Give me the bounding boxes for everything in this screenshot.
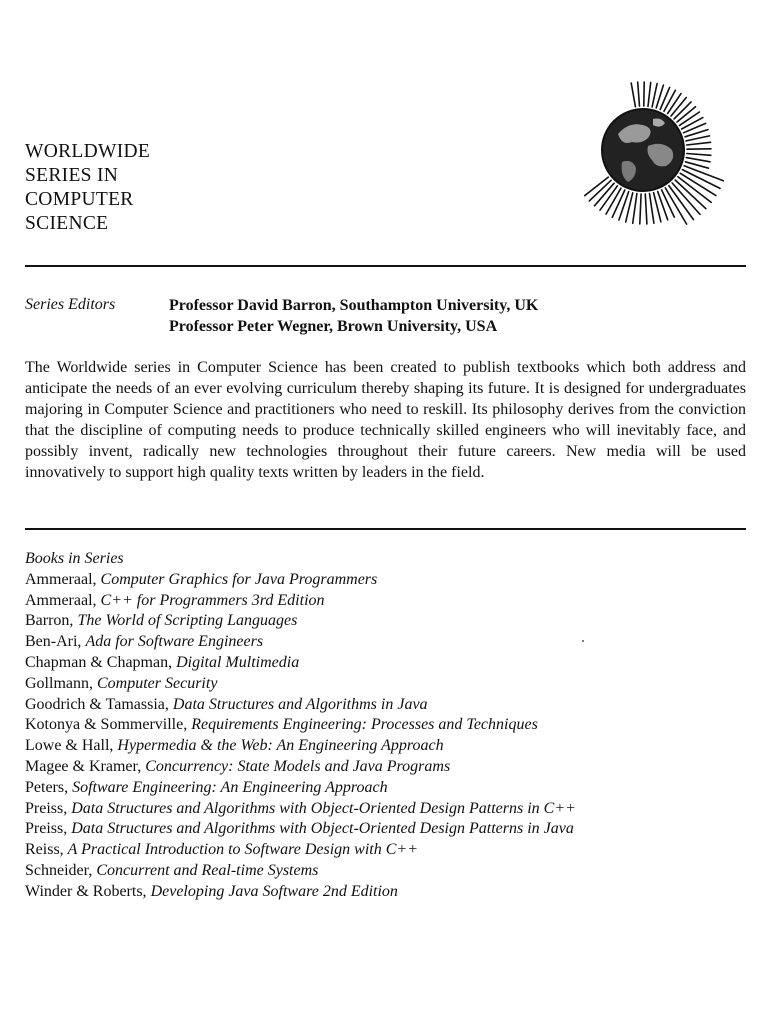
book-item: [25, 570, 576, 591]
book-author: Chapman & Chapman,: [25, 653, 177, 671]
book-title: Developing Java Software 2nd Edition: [150, 882, 398, 900]
book-author: Barron,: [25, 612, 78, 630]
book-item: [25, 591, 576, 612]
book-item: [25, 799, 576, 820]
series-title-line-4: SCIENCE: [25, 213, 109, 234]
book-item: [25, 611, 576, 632]
book-title: Computer Security: [97, 674, 218, 692]
book-author: Preiss,: [25, 799, 72, 817]
globe-ray: [648, 82, 651, 106]
book-title: Requirements Engineering: Processes and Techniques: [191, 716, 538, 734]
book-title: Concurrency: State Models and Java Programs: [145, 757, 451, 775]
book-author: Magee & Kramer,: [25, 757, 146, 775]
globe-ray: [633, 194, 637, 224]
globe-ray: [664, 90, 675, 111]
globe-ray: [650, 194, 654, 224]
globe-ray: [680, 112, 700, 125]
top-divider: [25, 265, 746, 267]
globe-ray: [686, 136, 710, 141]
book-title: Software Engineering: An Engineering Approach: [72, 778, 388, 796]
book-item: [25, 736, 576, 757]
series-description: The Worldwide series in Computer Science has been created to publish textbooks which both address and anticipate the needs of an ever evolving curriculum thereby shaping its future. It is designed for undergraduates majoring in Computer Science and practitioners who need to reskill. Its philosophy derives from the conviction that the discipline of computing needs to produce technically skilled engineers who will inevitably face, and possibly invent, radically new technologies throughout their future careers. New media will be used innovatively to support high quality texts written by leaders in the field.: [25, 359, 746, 481]
book-title: Ada for Software Engineers: [85, 633, 264, 651]
book-title: Data Structures and Algorithms with Object-Oriented Design Patterns in C++: [71, 799, 576, 817]
book-item: [25, 819, 576, 840]
globe-logo-icon: [548, 74, 738, 234]
book-author: Goodrich & Tamassia,: [25, 695, 173, 713]
book-author: Ammeraal,: [25, 591, 101, 609]
book-author: Reiss,: [25, 841, 68, 859]
globe-ray: [638, 82, 640, 106]
book-author: Gollmann,: [25, 674, 97, 692]
globe-ray: [687, 154, 711, 156]
book-author: Ammeraal,: [25, 570, 101, 588]
globe-ray: [687, 142, 711, 145]
book-item: [25, 674, 576, 695]
book-author: Preiss,: [25, 820, 72, 838]
globe-ray: [682, 118, 703, 129]
books-in-series: [25, 549, 576, 903]
book-item: [25, 715, 576, 736]
stray-ink-dot: [582, 640, 584, 642]
globe-ray: [612, 190, 625, 217]
book-title: Data Structures and Algorithms in Java: [172, 695, 428, 713]
book-title: Digital Multimedia: [176, 653, 300, 671]
series-editor-1: Professor David Barron, Southampton University, UK: [169, 297, 539, 314]
globe-ray: [652, 84, 657, 108]
series-editor-2: Professor Peter Wegner, Brown University, USA: [169, 318, 498, 335]
book-author: Ben-Ari,: [25, 633, 86, 651]
series-title: [25, 140, 150, 236]
globe-ray: [640, 194, 641, 224]
book-author: Peters,: [25, 778, 73, 796]
globe-ray: [645, 194, 647, 224]
globe-ray: [668, 94, 681, 114]
book-item: [25, 632, 576, 653]
middle-divider: [25, 528, 746, 530]
book-item: [25, 695, 576, 716]
book-author: Winder & Roberts,: [25, 882, 151, 900]
book-item: [25, 840, 576, 861]
book-item: [25, 757, 576, 778]
series-editors-names: [169, 295, 538, 337]
series-editors-label: Series Editors: [25, 296, 116, 313]
book-author: Lowe & Hall,: [25, 737, 118, 755]
book-title: C++ for Programmers 3rd Edition: [100, 591, 325, 609]
series-title-line-2: SERIES IN: [25, 165, 119, 186]
book-item: [25, 861, 576, 882]
globe-ray: [686, 158, 710, 162]
series-title-line-3: COMPUTER: [25, 189, 134, 210]
book-title: A Practical Introduction to Software Design with C++: [67, 841, 418, 859]
series-title-line-1: WORLDWIDE: [25, 141, 151, 162]
globe-ray: [631, 83, 635, 107]
book-title: Concurrent and Real-time Systems: [96, 861, 319, 879]
book-title: The World of Scripting Languages: [77, 612, 298, 630]
books-heading: Books in Series: [25, 550, 124, 567]
book-title: Computer Graphics for Java Programmers: [100, 570, 378, 588]
book-author: Kotonya & Sommerville,: [25, 716, 192, 734]
book-title: Data Structures and Algorithms with Object-Oriented Design Patterns in Java: [71, 820, 574, 838]
book-author: Schneider,: [25, 861, 97, 879]
book-item: [25, 778, 576, 799]
book-item: [25, 882, 576, 903]
book-item: [25, 653, 576, 674]
book-title: Hypermedia & the Web: An Engineering Approach: [117, 737, 444, 755]
